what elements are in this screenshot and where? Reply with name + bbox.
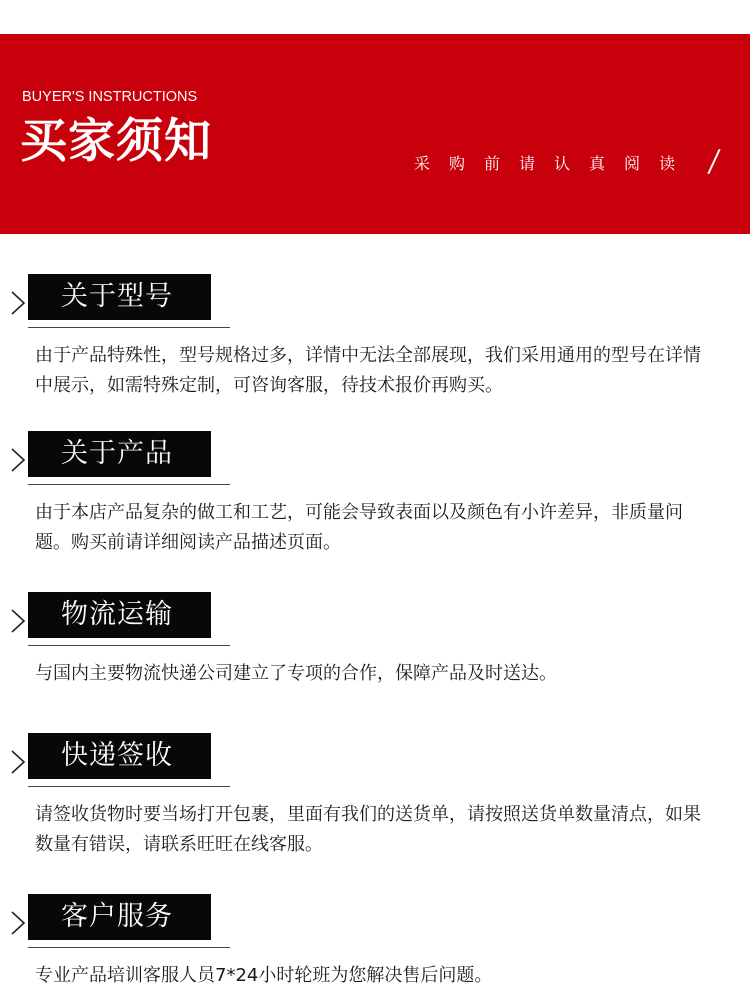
chevron-right-icon xyxy=(8,910,28,936)
page-title: 买家须知 xyxy=(20,114,212,169)
section-divider xyxy=(28,484,230,485)
section-title-box xyxy=(28,894,211,940)
section-body: 专业产品培训客服人员7*24小时轮班为您解决售后问题。 xyxy=(35,965,493,986)
section-title-box xyxy=(28,592,211,638)
section-divider xyxy=(28,786,230,787)
chevron-right-icon xyxy=(8,447,28,473)
section-body: 请签收货物时要当场打开包裹，里面有我们的送货单，请按照送货单数量清点，如果数量有错误，请联系旺旺在线客服。 xyxy=(35,804,701,855)
section-body: 由于产品特殊性，型号规格过多，详情中无法全部展现，我们采用通用的型号在详情中展示，如需特殊定制，可咨询客服，待技术报价再购买。 xyxy=(35,345,701,396)
section-title-box xyxy=(28,733,211,779)
header-tagline: 采购前请认真阅读 xyxy=(414,154,695,173)
slash-decoration xyxy=(707,149,720,174)
section-title: 关于型号 xyxy=(61,281,173,312)
header-banner xyxy=(0,34,750,234)
section-title-box xyxy=(28,274,211,320)
chevron-right-icon xyxy=(8,290,28,316)
section-title: 快递签收 xyxy=(61,740,173,771)
section-divider xyxy=(28,327,230,328)
section-divider xyxy=(28,645,230,646)
header-subtitle-en: BUYER'S INSTRUCTIONS xyxy=(22,89,198,105)
section-title: 关于产品 xyxy=(61,438,173,469)
section-title: 客户服务 xyxy=(61,901,173,932)
section-body: 由于本店产品复杂的做工和工艺，可能会导致表面以及颜色有小许差异，非质量问题。购买前请详细阅读产品描述页面。 xyxy=(35,502,683,553)
chevron-right-icon xyxy=(8,749,28,775)
section-divider xyxy=(28,947,230,948)
section-title-box xyxy=(28,431,211,477)
section-body: 与国内主要物流快递公司建立了专项的合作，保障产品及时送达。 xyxy=(35,663,557,684)
section-title: 物流运输 xyxy=(61,599,173,630)
chevron-right-icon xyxy=(8,608,28,634)
